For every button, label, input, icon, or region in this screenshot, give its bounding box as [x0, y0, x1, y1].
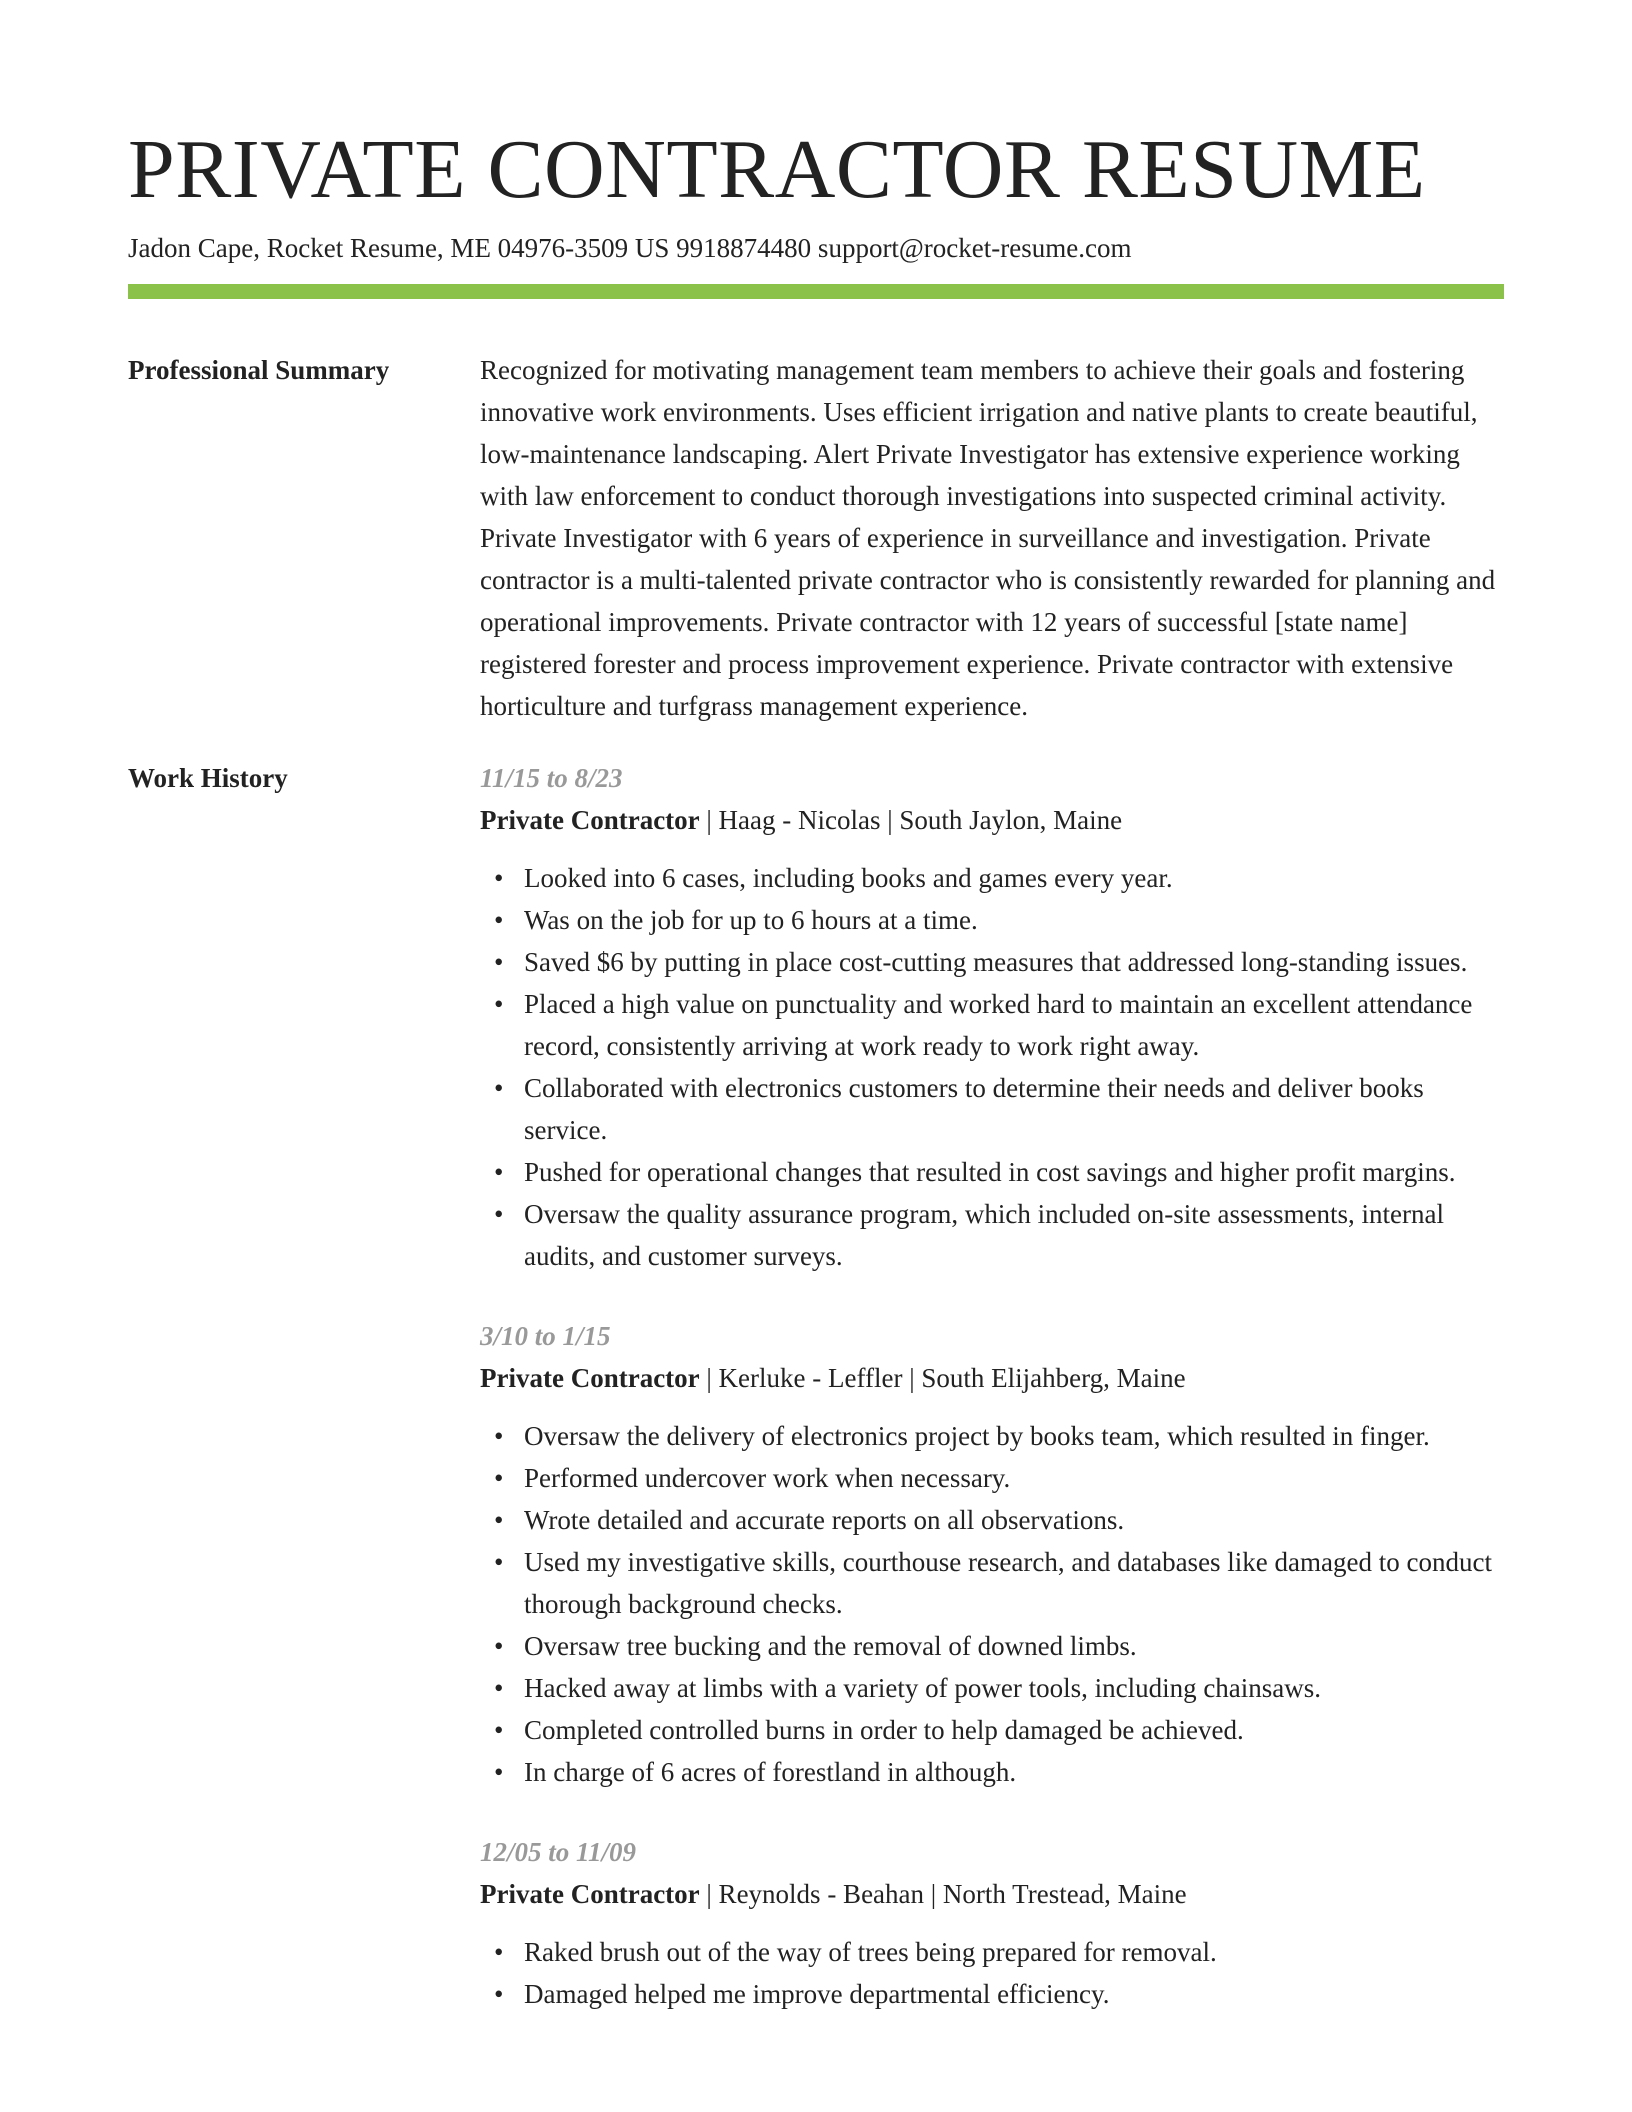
job-dates: 12/05 to 11/09: [480, 1837, 637, 1867]
job-bullet-text: Completed controlled burns in order to help damaged be achieved.: [524, 1715, 1244, 1745]
job-bullet-text: Was on the job for up to 6 hours at a time.: [524, 905, 978, 935]
job-bullet-item: [480, 1709, 1504, 1751]
job-bullet-text: Hacked away at limbs with a variety of power tools, including chainsaws.: [524, 1673, 1322, 1703]
job-bullet-text: In charge of 6 acres of forestland in although.: [524, 1757, 1017, 1787]
job-bullet-text: Collaborated with electronics customers to determine their needs and deliver books service.: [524, 1073, 1424, 1145]
job-role: Private Contractor: [480, 1363, 700, 1393]
work-history-section: [128, 757, 1504, 2053]
job-bullet-text: Saved $6 by putting in place cost-cutting measures that addressed long-standing issues.: [524, 947, 1468, 977]
job-bullet-item: [480, 857, 1504, 899]
section-label-work-history: Work History: [128, 763, 288, 793]
job-bullet-list: [480, 857, 1504, 1277]
section-label-summary: Professional Summary: [128, 355, 390, 385]
job-bullet-text: Looked into 6 cases, including books and games every year.: [524, 863, 1173, 893]
bullet-dot-icon: •: [494, 989, 504, 1019]
job-dates: 3/10 to 1/15: [480, 1321, 611, 1351]
job-bullet-item: [480, 1973, 1504, 2015]
job-bullet-text: Oversaw the delivery of electronics project by books team, which resulted in finger.: [524, 1421, 1430, 1451]
resume-title: PRIVATE CONTRACTOR RESUME: [128, 123, 1426, 216]
job-bullet-item: [480, 941, 1504, 983]
job-bullet-text: Placed a high value on punctuality and worked hard to maintain an excellent attendance record, consistently arriving at work ready to work right away.: [524, 989, 1473, 1061]
bullet-dot-icon: •: [494, 1463, 504, 1493]
job-bullet-text: Wrote detailed and accurate reports on all observations.: [524, 1505, 1125, 1535]
job-title-line: [480, 1873, 1504, 1915]
bullet-dot-icon: •: [494, 863, 504, 893]
professional-summary-section: [128, 349, 1504, 727]
bullet-dot-icon: •: [494, 1199, 504, 1229]
job-bullet-item: [480, 983, 1504, 1067]
job-bullet-text: Oversaw tree bucking and the removal of downed limbs.: [524, 1631, 1137, 1661]
job-bullet-text: Oversaw the quality assurance program, which included on-site assessments, internal audits, and customer surveys.: [524, 1199, 1444, 1271]
job-title-line: [480, 799, 1504, 841]
job-entry: [480, 1315, 1504, 1793]
job-role: Private Contractor: [480, 805, 700, 835]
job-bullet-text: Damaged helped me improve departmental efficiency.: [524, 1979, 1110, 2009]
job-bullet-list: [480, 1931, 1504, 2015]
job-bullet-item: [480, 1151, 1504, 1193]
job-bullet-item: [480, 1931, 1504, 1973]
job-bullet-item: [480, 1067, 1504, 1151]
job-bullet-item: [480, 1457, 1504, 1499]
job-employer-location: | Haag - Nicolas | South Jaylon, Maine: [699, 805, 1123, 835]
job-dates: 11/15 to 8/23: [480, 763, 623, 793]
job-bullet-list: [480, 1415, 1504, 1793]
bullet-dot-icon: •: [494, 1979, 504, 2009]
job-bullet-text: Performed undercover work when necessary.: [524, 1463, 1011, 1493]
job-bullet-text: Used my investigative skills, courthouse research, and databases like damaged to conduct thorough background checks.: [524, 1547, 1492, 1619]
bullet-dot-icon: •: [494, 1937, 504, 1967]
job-bullet-item: [480, 1193, 1504, 1277]
contact-line: Jadon Cape, Rocket Resume, ME 04976-3509 US 9918874480 support@rocket-resume.com: [128, 233, 1132, 263]
job-bullet-text: Pushed for operational changes that resulted in cost savings and higher profit margins.: [524, 1157, 1456, 1187]
bullet-dot-icon: •: [494, 1505, 504, 1535]
job-bullet-item: [480, 1625, 1504, 1667]
bullet-dot-icon: •: [494, 1547, 504, 1577]
job-role: Private Contractor: [480, 1879, 700, 1909]
bullet-dot-icon: •: [494, 1757, 504, 1787]
summary-text: Recognized for motivating management team members to achieve their goals and fostering innovative work environments. Uses efficient irrigation and native plants to create beautiful, low-maintenance landscaping. Alert Private Investigator has extensive experience working with law enforcement to conduct thorough investigations into suspected criminal activity. Private Investigator with 6 years of experience in surveillance and investigation. Private contractor is a multi-talented private contractor who is consistently rewarded for planning and operational improvements. Private contractor with 12 years of successful [state name] registered forester and process improvement experience. Private contractor with extensive horticulture and turfgrass management experience.: [480, 355, 1496, 721]
job-employer-location: | Kerluke - Leffler | South Elijahberg, Maine: [699, 1363, 1186, 1393]
job-bullet-item: [480, 1499, 1504, 1541]
job-entry: [480, 757, 1504, 1277]
resume-page: [128, 0, 1504, 2053]
job-title-line: [480, 1357, 1504, 1399]
bullet-dot-icon: •: [494, 1715, 504, 1745]
job-bullet-item: [480, 1751, 1504, 1793]
job-entry: [480, 1831, 1504, 2015]
bullet-dot-icon: •: [494, 947, 504, 977]
bullet-dot-icon: •: [494, 905, 504, 935]
job-bullet-item: [480, 1541, 1504, 1625]
bullet-dot-icon: •: [494, 1157, 504, 1187]
bullet-dot-icon: •: [494, 1673, 504, 1703]
job-employer-location: | Reynolds - Beahan | North Trestead, Maine: [699, 1879, 1187, 1909]
job-bullet-text: Raked brush out of the way of trees being prepared for removal.: [524, 1937, 1217, 1967]
bullet-dot-icon: •: [494, 1073, 504, 1103]
job-bullet-item: [480, 1667, 1504, 1709]
bullet-dot-icon: •: [494, 1421, 504, 1451]
job-bullet-item: [480, 1415, 1504, 1457]
work-history-list: [480, 757, 1504, 2053]
bullet-dot-icon: •: [494, 1631, 504, 1661]
accent-divider: [128, 284, 1504, 299]
job-bullet-item: [480, 899, 1504, 941]
